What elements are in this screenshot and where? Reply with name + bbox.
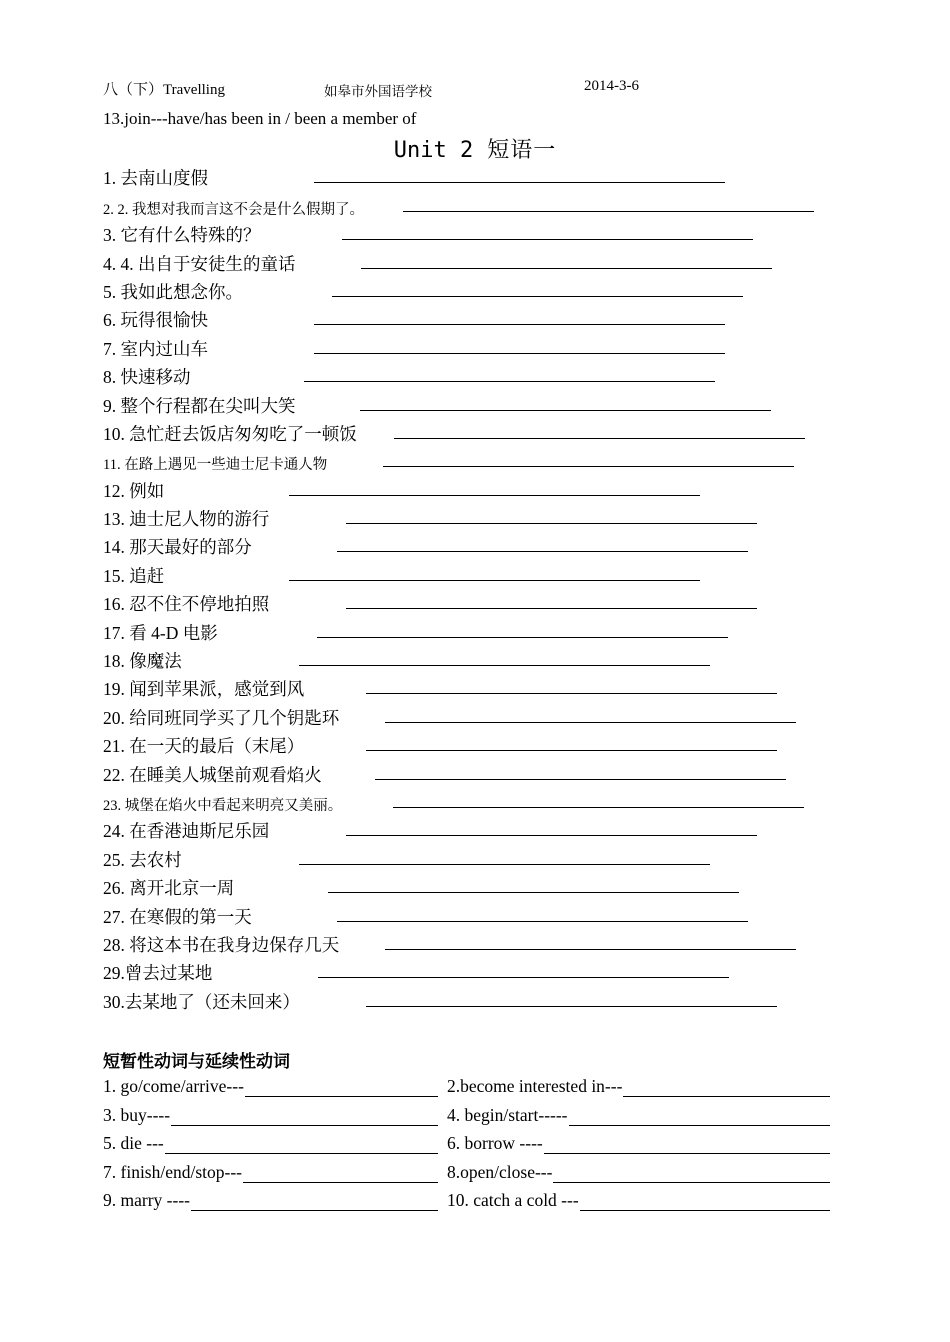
answer-blank[interactable] <box>403 211 814 212</box>
page-title <box>0 133 950 164</box>
answer-blank[interactable] <box>569 1111 830 1126</box>
verb-text: 2.become interested in--- <box>447 1076 623 1097</box>
phrase-row <box>103 616 843 644</box>
answer-blank[interactable] <box>317 637 728 638</box>
phrase-text: 8. 快速移动 <box>103 367 191 388</box>
answer-blank[interactable] <box>304 381 715 382</box>
verb-text: 3. buy---- <box>103 1104 171 1125</box>
phrase-text: 5. 我如此想念你。 <box>103 281 243 302</box>
answer-blank[interactable] <box>318 977 729 978</box>
verb-list <box>103 1073 863 1215</box>
verb-cell <box>103 1133 438 1154</box>
phrase-list <box>103 162 843 1014</box>
phrase-text: 21. 在一天的最后（末尾） <box>103 736 305 757</box>
title-unit: Unit 2 <box>393 138 474 163</box>
answer-blank[interactable] <box>289 580 700 581</box>
phrase-text: 11. 在路上遇见一些迪士尼卡通人物 <box>103 457 328 474</box>
verb-cell <box>447 1190 830 1211</box>
verb-cell <box>103 1190 438 1211</box>
phrase-row <box>103 446 843 474</box>
phrase-row <box>103 559 843 587</box>
header-course: 八（下）Travelling <box>103 82 225 98</box>
answer-blank[interactable] <box>337 921 748 922</box>
phrase-text: 20. 给同班同学买了几个钥匙环 <box>103 707 340 728</box>
answer-blank[interactable] <box>385 949 796 950</box>
phrase-text: 3. 它有什么特殊的？ <box>103 225 261 246</box>
answer-blank[interactable] <box>360 410 771 411</box>
answer-blank[interactable] <box>299 665 710 666</box>
phrase-text: 27. 在寒假的第一天 <box>103 906 252 927</box>
phrase-text: 1. 去南山度假 <box>103 168 208 189</box>
phrase-row <box>103 588 843 616</box>
phrase-text: 14. 那天最好的部分 <box>103 537 252 558</box>
verb-cell <box>103 1105 438 1126</box>
answer-blank[interactable] <box>361 268 772 269</box>
phrase-text: 19. 闻到苹果派，感觉到风 <box>103 679 305 700</box>
answer-blank[interactable] <box>623 1082 830 1097</box>
phrase-row <box>103 900 843 928</box>
answer-blank[interactable] <box>346 608 757 609</box>
verb-row <box>103 1073 863 1101</box>
answer-blank[interactable] <box>375 779 786 780</box>
answer-blank[interactable] <box>289 495 700 496</box>
phrase-row <box>103 673 843 701</box>
phrase-row <box>103 929 843 957</box>
verb-text: 4. begin/start----- <box>447 1104 568 1125</box>
phrase-row <box>103 503 843 531</box>
verb-row <box>103 1101 863 1129</box>
phrase-row <box>103 787 843 815</box>
title-cn: 短语一 <box>487 138 557 163</box>
answer-blank[interactable] <box>366 693 777 694</box>
phrase-text: 9. 整个行程都在尖叫大笑 <box>103 395 296 416</box>
phrase-row <box>103 276 843 304</box>
verb-text: 6. borrow ---- <box>447 1133 543 1154</box>
answer-blank[interactable] <box>165 1139 438 1154</box>
phrase-text: 12. 例如 <box>103 480 165 501</box>
phrase-row <box>103 304 843 332</box>
verb-cell <box>447 1076 830 1097</box>
answer-blank[interactable] <box>366 1006 777 1007</box>
phrase-row <box>103 190 843 218</box>
phrase-text: 10. 急忙赶去饭店匆匆吃了一顿饭 <box>103 423 357 444</box>
answer-blank[interactable] <box>383 466 794 467</box>
verb-row <box>103 1158 863 1186</box>
phrase-row <box>103 361 843 389</box>
phrase-row <box>103 162 843 190</box>
header-date: 2014-3-6 <box>584 78 639 94</box>
phrase-text: 18. 像魔法 <box>103 651 182 672</box>
answer-blank[interactable] <box>346 523 757 524</box>
phrase-text: 13. 迪士尼人物的游行 <box>103 509 270 530</box>
answer-blank[interactable] <box>243 1168 438 1183</box>
answer-blank[interactable] <box>171 1111 438 1126</box>
phrase-row <box>103 957 843 985</box>
phrase-text: 15. 追赶 <box>103 565 165 586</box>
phrase-row <box>103 474 843 502</box>
verb-text: 1. go/come/arrive--- <box>103 1076 244 1097</box>
answer-blank[interactable] <box>314 182 725 183</box>
phrase-row <box>103 332 843 360</box>
phrase-row <box>103 418 843 446</box>
phrase-text: 7. 室内过山车 <box>103 338 208 359</box>
verb-cell <box>447 1105 830 1126</box>
phrase-text: 4. 4. 出自于安徒生的童话 <box>103 253 296 274</box>
answer-blank[interactable] <box>553 1168 830 1183</box>
phrase-text: 16. 忍不住不停地拍照 <box>103 594 270 615</box>
phrase-text: 17. 看 4-D 电影 <box>103 622 218 643</box>
verb-cell <box>103 1162 438 1183</box>
answer-blank[interactable] <box>191 1196 438 1211</box>
phrase-text: 30.去某地了（还未回来） <box>103 991 300 1012</box>
answer-blank[interactable] <box>393 807 804 808</box>
phrase-text: 2. 2. 我想对我而言这不会是什么假期了。 <box>103 201 364 218</box>
answer-blank[interactable] <box>394 438 805 439</box>
verb-cell <box>103 1076 438 1097</box>
answer-blank[interactable] <box>245 1082 438 1097</box>
answer-blank[interactable] <box>332 296 743 297</box>
phrase-text: 25. 去农村 <box>103 849 182 870</box>
answer-blank[interactable] <box>314 353 725 354</box>
answer-blank[interactable] <box>544 1139 830 1154</box>
answer-blank[interactable] <box>314 324 725 325</box>
phrase-row <box>103 872 843 900</box>
answer-blank[interactable] <box>346 835 757 836</box>
phrase-row <box>103 531 843 559</box>
phrase-row <box>103 701 843 729</box>
answer-blank[interactable] <box>385 722 796 723</box>
phrase-row <box>103 219 843 247</box>
verb-cell <box>447 1133 830 1154</box>
phrase-text: 22. 在睡美人城堡前观看焰火 <box>103 764 322 785</box>
answer-blank[interactable] <box>580 1196 830 1211</box>
phrase-row <box>103 389 843 417</box>
verb-section-title: 短暂性动词与延续性动词 <box>103 1052 290 1072</box>
note-line: 13.join---have/has been in / been a member of <box>103 109 417 128</box>
phrase-row <box>103 645 843 673</box>
verb-text: 7. finish/end/stop--- <box>103 1161 243 1182</box>
verb-cell <box>447 1162 830 1183</box>
answer-blank[interactable] <box>366 750 777 751</box>
phrase-row <box>103 730 843 758</box>
verb-text: 10. catch a cold --- <box>447 1189 579 1210</box>
verb-text: 9. marry ---- <box>103 1189 190 1210</box>
phrase-row <box>103 843 843 871</box>
phrase-text: 24. 在香港迪斯尼乐园 <box>103 821 270 842</box>
answer-blank[interactable] <box>337 551 748 552</box>
phrase-text: 26. 离开北京一周 <box>103 878 235 899</box>
phrase-text: 28. 将这本书在我身边保存几天 <box>103 934 340 955</box>
phrase-row <box>103 985 843 1013</box>
phrase-row <box>103 758 843 786</box>
phrase-text: 29.曾去过某地 <box>103 963 213 984</box>
answer-blank[interactable] <box>299 864 710 865</box>
answer-blank[interactable] <box>328 892 739 893</box>
header-school: 如皋市外国语学校 <box>324 84 432 100</box>
phrase-text: 6. 玩得很愉快 <box>103 310 208 331</box>
verb-row <box>103 1187 863 1215</box>
verb-row <box>103 1130 863 1158</box>
answer-blank[interactable] <box>342 239 753 240</box>
phrase-row <box>103 247 843 275</box>
verb-text: 5. die --- <box>103 1133 164 1154</box>
verb-text: 8.open/close--- <box>447 1161 553 1182</box>
phrase-text: 23. 城堡在焰火中看起来明亮又美丽。 <box>103 797 343 814</box>
phrase-row <box>103 815 843 843</box>
